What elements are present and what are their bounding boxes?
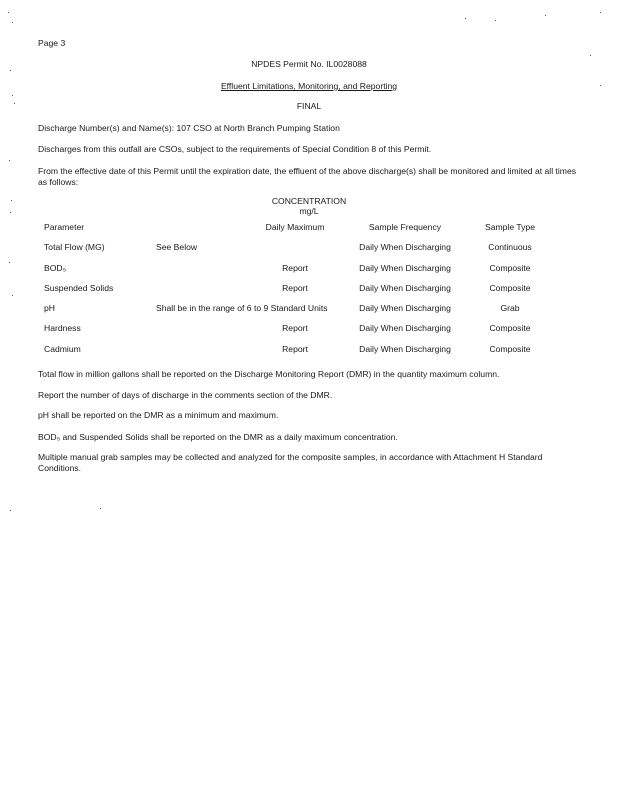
row-frequency: Daily When Discharging xyxy=(359,283,451,293)
header-sample-frequency: Sample Frequency xyxy=(368,222,442,232)
note-ph: pH shall be reported on the DMR as a minimum and maximum. xyxy=(38,410,279,420)
row-type: Composite xyxy=(489,344,531,354)
row-frequency: Daily When Discharging xyxy=(359,242,451,252)
page-number: Page 3 xyxy=(38,38,66,48)
header-parameter: Parameter xyxy=(44,222,85,232)
row-parameter: Suspended Solids xyxy=(44,283,114,293)
row-frequency: Daily When Discharging xyxy=(359,263,451,273)
row-parameter: Total Flow (MG) xyxy=(44,242,105,252)
table-header-row xyxy=(0,222,618,234)
note-total-flow: Total flow in million gallons shall be reported on the Discharge Monitoring Report (DMR) in the quantity maximum column. xyxy=(38,369,500,379)
section-title: Effluent Limitations, Monitoring, and Reporting xyxy=(220,81,398,91)
row-note: See Below xyxy=(156,242,198,252)
row-parameter: Cadmium xyxy=(44,344,81,354)
concentration-label: CONCENTRATION xyxy=(271,196,347,206)
row-type: Grab xyxy=(500,303,520,313)
permit-number-heading: NPDES Permit No. IL0028088 xyxy=(251,59,367,69)
discharge-name-paragraph: Discharge Number(s) and Name(s): 107 CSO at North Branch Pumping Station xyxy=(38,123,340,133)
table-row xyxy=(0,323,618,335)
row-daily-max: Report xyxy=(282,323,308,333)
row-parameter: Hardness xyxy=(44,323,81,333)
table-row xyxy=(0,303,618,315)
cso-paragraph: Discharges from this outfall are CSOs, subject to the requirements of Special Condition 8 of this Permit. xyxy=(38,144,432,154)
row-parameter: BOD₅ xyxy=(44,263,67,273)
row-frequency: Daily When Discharging xyxy=(359,344,451,354)
row-frequency: Daily When Discharging xyxy=(359,303,451,313)
row-daily-max: Report xyxy=(282,283,308,293)
row-daily-max: Report xyxy=(282,344,308,354)
row-type: Composite xyxy=(489,283,531,293)
table-row xyxy=(0,263,618,275)
row-daily-max: Report xyxy=(282,263,308,273)
row-note: Shall be in the range of 6 to 9 Standard Units xyxy=(156,303,328,313)
header-daily-max: Daily Maximum xyxy=(265,222,325,232)
status-final: FINAL xyxy=(296,101,322,111)
table-row xyxy=(0,242,618,254)
table-row xyxy=(0,283,618,295)
table-row xyxy=(0,344,618,356)
header-sample-type: Sample Type xyxy=(484,222,535,232)
row-type: Continuous xyxy=(488,242,532,252)
row-parameter: pH xyxy=(44,303,55,313)
note-days-discharge: Report the number of days of discharge in the comments section of the DMR. xyxy=(38,390,333,400)
monitoring-paragraph: From the effective date of this Permit until the expiration date, the effluent of the above discharge(s) shall be monitored and limited at all times as follows: xyxy=(38,166,577,187)
note-bod-tss: BOD₅ and Suspended Solids shall be reported on the DMR as a daily maximum concentration. xyxy=(38,432,398,442)
units-label: mg/L xyxy=(299,206,319,216)
row-frequency: Daily When Discharging xyxy=(359,323,451,333)
note-grab-samples: Multiple manual grab samples may be collected and analyzed for the composite samples, in accordance with Attachment H Standard Conditions. xyxy=(38,452,543,473)
row-type: Composite xyxy=(489,323,531,333)
row-type: Composite xyxy=(489,263,531,273)
